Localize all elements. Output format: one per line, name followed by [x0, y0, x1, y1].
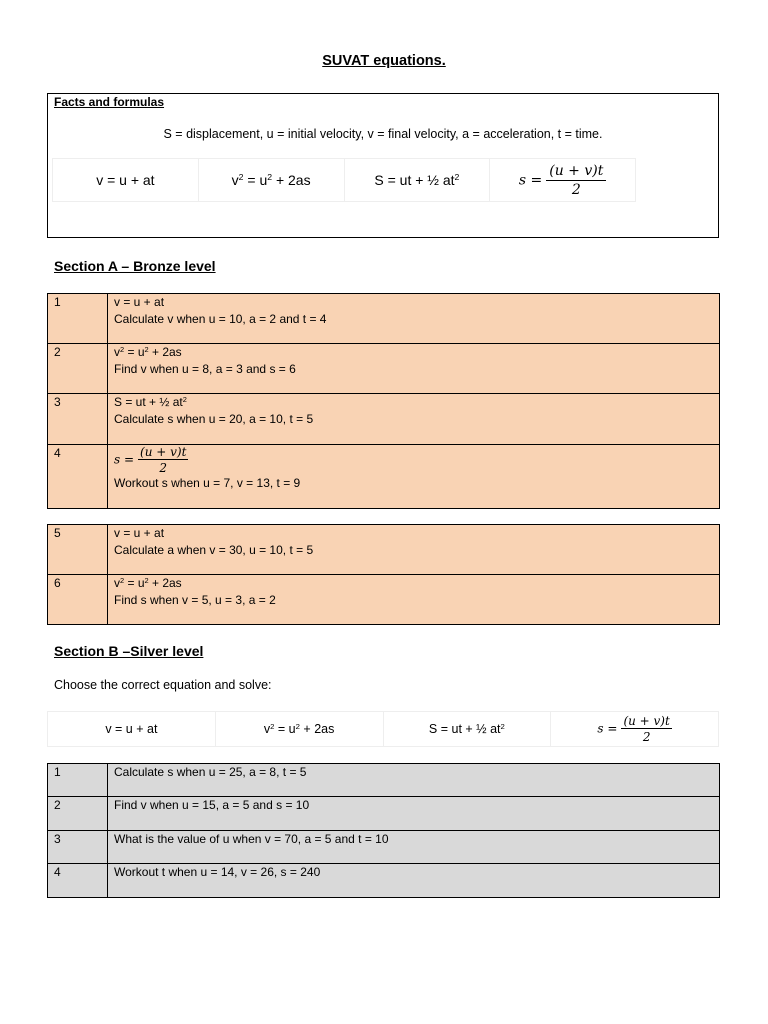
section-b-heading: Section B –Silver level	[54, 643, 204, 659]
table-row	[48, 764, 720, 797]
question-text: Calculate s when u = 25, a = 8, t = 5	[108, 764, 720, 797]
formula-row	[47, 711, 719, 747]
formula-text: v = u + at	[96, 172, 155, 188]
table-row	[48, 797, 720, 831]
question-text: Calculate v when u = 10, a = 2 and t = 4	[114, 312, 327, 326]
page-title: SUVAT equations.	[322, 53, 446, 69]
formula-cell-1	[48, 712, 216, 746]
question-number: 6	[48, 575, 108, 625]
section-b-table	[47, 763, 720, 898]
table-row	[48, 344, 720, 394]
formula-text: $v^2 = u^2 + 2as$	[263, 721, 335, 736]
table-row	[48, 525, 720, 575]
table-row	[48, 864, 720, 898]
section-a-table-2	[47, 524, 720, 625]
question-formula: s = $\frac{(u + v)t}{2}$	[114, 445, 187, 475]
formula-cell-3	[384, 712, 552, 746]
question-number: 4	[48, 864, 108, 898]
question-cell	[108, 394, 720, 445]
fraction-formula: s = $\frac{(u + v)t}{2}$	[597, 714, 670, 744]
question-number: 3	[48, 831, 108, 864]
section-b-instruction: Choose the correct equation and solve:	[54, 678, 272, 692]
fraction-formula: s = $\frac{(u + v)t}{2}$	[519, 163, 606, 198]
formula-row	[52, 158, 636, 202]
question-cell	[108, 344, 720, 394]
section-a-table-1	[47, 293, 720, 509]
facts-box	[47, 93, 719, 238]
formula-text: $v^2 = u^2 + 2as$	[231, 172, 311, 188]
question-cell	[108, 445, 720, 509]
section-a-heading: Section A – Bronze level	[54, 258, 216, 274]
variable-definitions: S = displacement, u = initial velocity, v = final velocity, a = acceleration, t = time.	[163, 127, 603, 141]
question-formula: $v^2 = u^2 + 2as$	[114, 575, 182, 590]
formula-cell-1	[53, 159, 199, 201]
question-number: 4	[48, 445, 108, 509]
question-formula: S = ut + ½ $at^2$	[114, 394, 187, 409]
table-row	[48, 394, 720, 445]
formula-text: S = ut + ½ $at^2$	[428, 721, 505, 736]
question-cell	[108, 575, 720, 625]
question-number: 5	[48, 525, 108, 575]
table-row	[48, 575, 720, 625]
table-row	[48, 831, 720, 864]
question-cell	[108, 525, 720, 575]
formula-cell-2	[216, 712, 384, 746]
question-number: 3	[48, 394, 108, 445]
question-text: Find v when u = 8, a = 3 and s = 6	[114, 362, 296, 376]
question-cell	[108, 294, 720, 344]
formula-cell-3	[345, 159, 491, 201]
question-formula: v = u + at	[114, 295, 165, 309]
formula-text: v = u + at	[105, 722, 158, 736]
formula-cell-4	[490, 159, 635, 201]
question-formula: v = u + at	[114, 526, 165, 540]
question-text: Workout t when u = 14, v = 26, s = 240	[108, 864, 720, 898]
table-row	[48, 445, 720, 509]
question-text: Calculate s when u = 20, a = 10, t = 5	[114, 412, 314, 426]
question-text: What is the value of u when v = 70, a = 5 and t = 10	[108, 831, 720, 864]
table-row	[48, 294, 720, 344]
facts-heading: Facts and formulas	[54, 95, 165, 109]
formula-cell-2	[199, 159, 345, 201]
question-number: 2	[48, 797, 108, 831]
question-number: 1	[48, 294, 108, 344]
question-text: Find v when u = 15, a = 5 and s = 10	[108, 797, 720, 831]
question-text: Workout s when u = 7, v = 13, t = 9	[114, 476, 301, 490]
question-number: 1	[48, 764, 108, 797]
formula-cell-4	[551, 712, 718, 746]
question-text: Find s when v = 5, u = 3, a = 2	[114, 593, 276, 607]
formula-text: S = ut + ½ $at^2$	[374, 172, 460, 188]
question-formula: $v^2 = u^2 + 2as$	[114, 344, 182, 359]
question-number: 2	[48, 344, 108, 394]
question-text: Calculate a when v = 30, u = 10, t = 5	[114, 543, 314, 557]
